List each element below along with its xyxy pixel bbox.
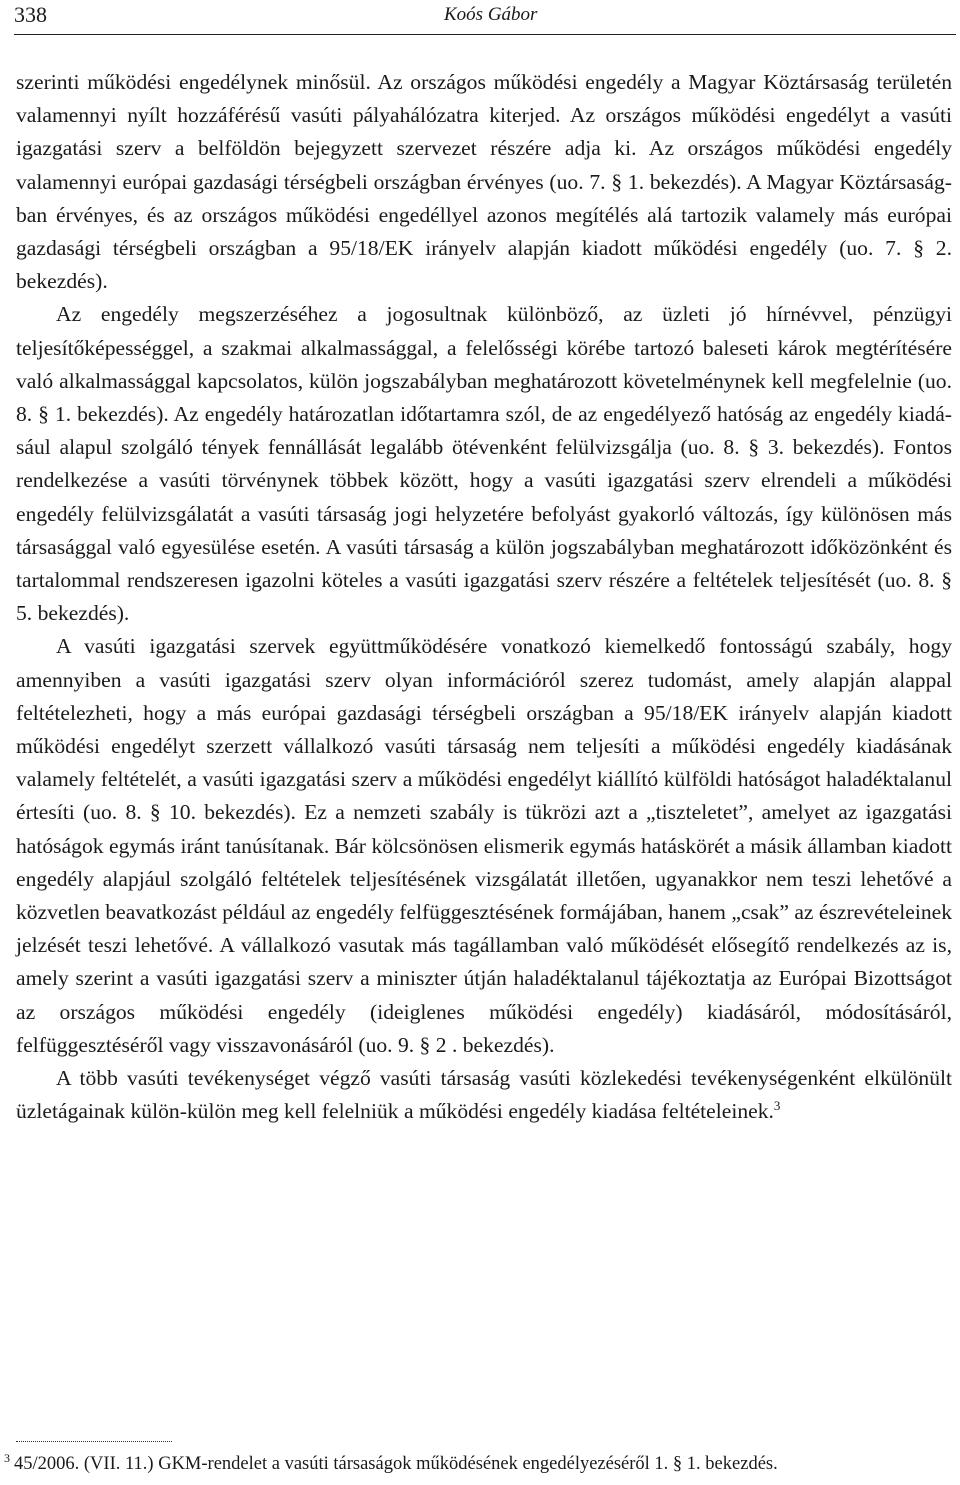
paragraph: Az engedély megszerzéséhez a jogosultnak különböző, az üzleti jó hírnévvel, pénzügyi teljesítőképességgel, a szakmai alkalmassággal, a felelősségi körébe tartozó baleseti károk megtérítésére való alkalmassággal kapcsolatos, külön jogszabályban meghatározott követelménynek kell megfelelnie (uo. 8. § 1. bekezdés). Az engedély határozatlan időtartamra szól, de az engedélyező hatóság az engedély kiadásául alapul szolgáló tények fennállását legalább ötévenként felülvizsgálja (uo. 8. § 3. bekezdés). Fontos rendelkezése a vasúti törvénynek többek között, hogy a vasúti igazgatási szerv elrendeli a működési engedély felülvizsgálatát a vasúti társaság jogi helyzetére befolyást gyakorló változás, így különösen más társasággal való egyesülése esetén. A vasúti társaság a külön jogszabályban meghatározott időközönként és tartalommal rendszeresen igazolni köteles a vasúti igazgatási szerv részére a feltételek teljesítését (uo. 8. § 5. bekezdés). bbox=[16, 302, 952, 626]
paragraph: szerinti működési engedélynek minősül. Az országos működési engedély a Magyar Köztársaság területén valamennyi nyílt hozzáférésű vasúti pályahálózatra kiterjed. Az országos működési engedélyt a vasúti igazgatási szerv a belföldön bejegyzett szervezet részére adja ki. Az országos működési engedély valamennyi európai gazdasági térségbeli országban érvényes (uo. 7. § 1. bekezdés). A Magyar Köztársaságban érvényes, és az országos működési engedéllyel azonos megítélés alá tartozik valamely más európai gazdasági térségbeli országban a 95/18/EK irányelv alapján kiadott működési engedély (uo. 7. § 2. bekezdés). bbox=[16, 70, 952, 294]
running-head-author: Koós Gábor bbox=[444, 4, 538, 25]
paragraph: A vasúti igazgatási szervek együttműködésére vonatkozó kiemelkedő fontosságú szabály, hogy amennyiben a vasúti igazgatási szerv olyan információról szerez tudomást, amely alapján alappal feltételezheti, hogy a más európai gazdasági térségbeli országban a 95/18/EK irányelv alapján kiadott működési engedélyt szerzett vállalkozó vasúti társaság nem teljesíti a működési engedély kiadásának valamely feltételét, a vasúti igazgatási szerv a működési engedélyt kiállító külföldi hatóságot haladéktalanul értesíti (uo. 8. § 10. bekezdés). Ez a nemzeti szabály is tükrözi azt a „tiszteletet”, amelyet az igazgatási hatóságok egymás iránt tanúsítanak. Bár kölcsönösen elismerik egymás hatáskörét a másik államban kiadott engedély alapjául szolgáló feltételek teljesítésének vizsgálatát illetően, ugyanakkor nem teszi lehetővé a közvetlen beavatkozást például az engedély felfüggesztésének formájában, hanem „csak” az észrevételeinek jelzését teszi lehetővé. A vállalkozó vasutak más tagállamban való működését elősegítő rendelkezés az is, amely szerint a vasúti igazgatási szerv a miniszter útján haladéktalanul tájékoztatja az Európai Bizottságot az országos működési engedély (ideiglenes működési engedély) kiadásáról, módosításáról, felfüggesztéséről vagy visszavonásáról (uo. 9. § 2 . bekezdés). bbox=[16, 634, 952, 1057]
page-number: 338 bbox=[14, 2, 47, 27]
paragraph-text: A több vasúti tevékenységet végző vasúti társaság vasúti közlekedési tevékenységenként elkülönült üzletágainak külön-külön meg kell felelniük a működési engedély kiadása feltételeinek. bbox=[16, 1066, 952, 1124]
footnote-text: 45/2006. (VII. 11.) GKM-rendelet a vasúti társaságok működésének engedélyezéséről 1. § 1. bekezdés. bbox=[14, 1454, 778, 1474]
footnote-marker: 3 bbox=[4, 1450, 10, 1465]
page-header bbox=[14, 0, 956, 35]
footnote-separator bbox=[16, 1441, 172, 1442]
footnote-reference[interactable]: 3 bbox=[773, 1098, 781, 1114]
paragraph-with-footnote bbox=[16, 1062, 952, 1128]
body-text bbox=[16, 66, 952, 1129]
footnote bbox=[4, 1452, 956, 1476]
